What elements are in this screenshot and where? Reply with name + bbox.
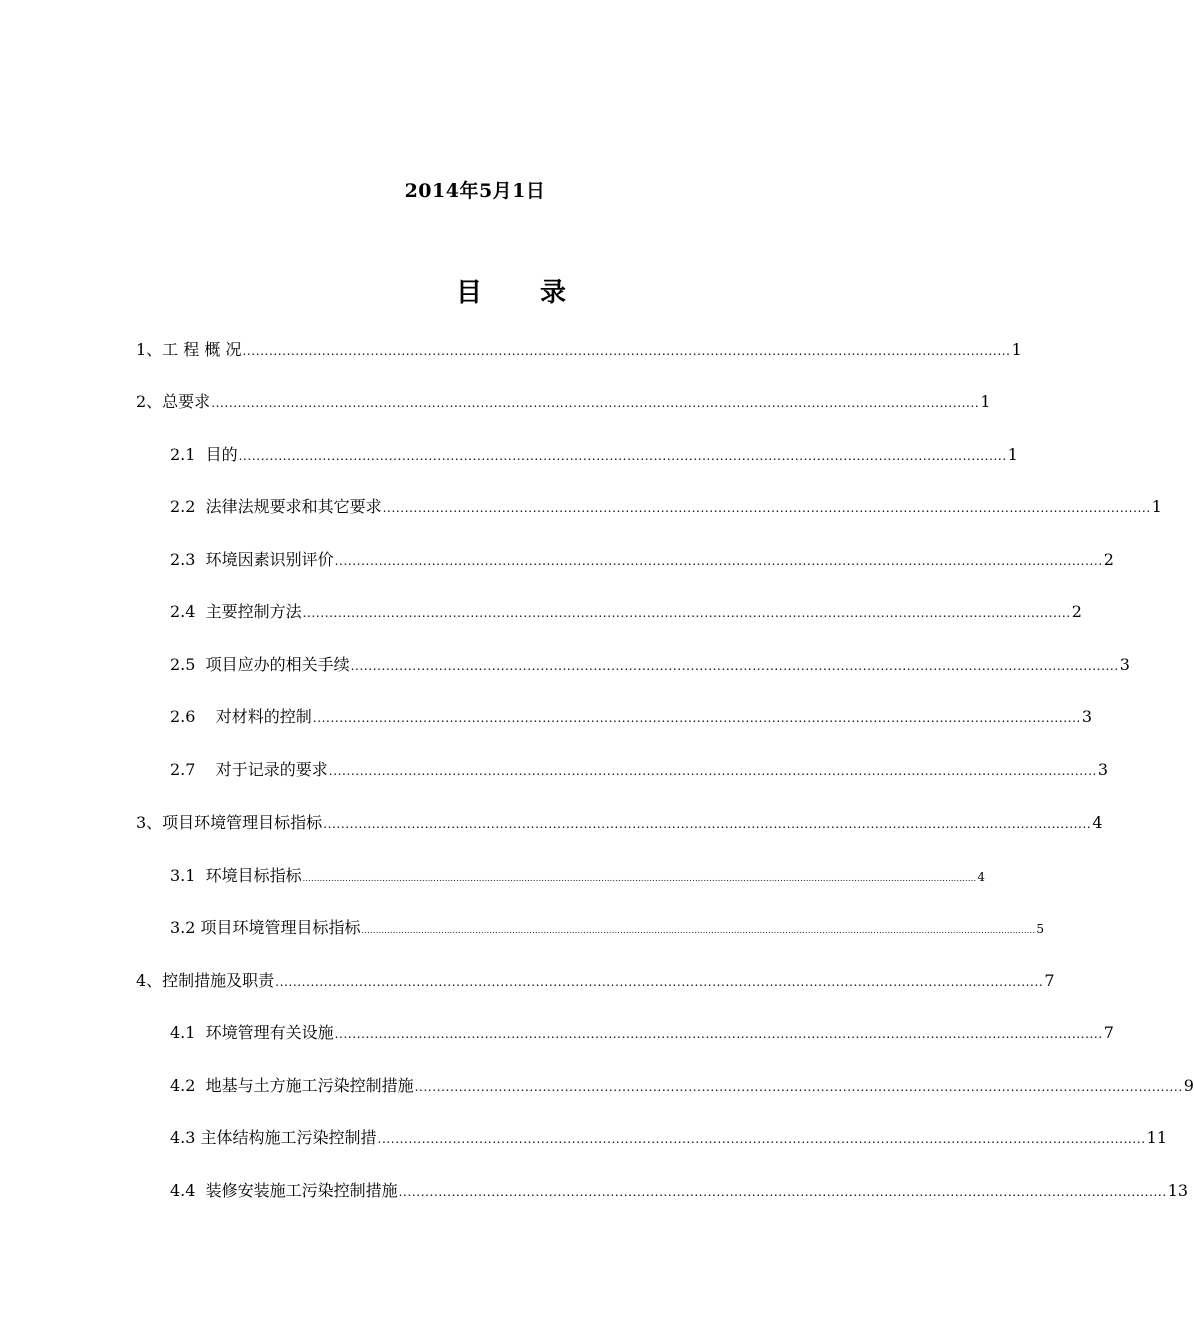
toc-entry[interactable] xyxy=(170,862,986,890)
toc-entry[interactable] xyxy=(136,967,1055,995)
toc-entry-page: 1 xyxy=(1011,340,1022,359)
toc-entry[interactable] xyxy=(136,388,991,416)
toc-entry-label: 2.4 主要控制方法 xyxy=(170,602,302,621)
toc-entry-page: 9 xyxy=(1183,1076,1194,1095)
toc-entry-page: 4 xyxy=(977,870,986,884)
toc-heading xyxy=(0,272,1022,309)
toc-entry-label: 1、工 程 概 况 xyxy=(136,340,242,359)
toc-entry-page: 1 xyxy=(980,392,991,411)
dot-leader: .............................................................................................................................................................................. xyxy=(377,1132,1146,1146)
toc-entry-page: 2 xyxy=(1071,602,1082,621)
toc-entry[interactable] xyxy=(170,546,1114,574)
toc-entry[interactable] xyxy=(170,703,1093,731)
toc-entry-label: 4.3 主体结构施工污染控制措 xyxy=(170,1128,377,1147)
dot-leader: .............................................................................................................................................................................. xyxy=(302,606,1071,620)
dot-leader: .............................................................................................................................................................................. xyxy=(350,659,1119,673)
toc-entry-label: 3、项目环境管理目标指标 xyxy=(136,813,323,832)
toc-entry[interactable] xyxy=(170,441,1018,469)
toc-entry[interactable] xyxy=(170,1072,1194,1100)
dot-leader: .............................................................................................................................................................................. xyxy=(238,449,1007,463)
toc-entry-label: 3.2 项目环境管理目标指标 xyxy=(170,918,361,937)
dot-leader: .............................................................................................................................................................................. xyxy=(398,1185,1167,1199)
document-date: 2014年5月1日 xyxy=(404,180,546,202)
toc-entry-page: 3 xyxy=(1081,707,1093,726)
toc-entry-label: 2.6 对材料的控制 xyxy=(170,707,312,726)
toc-entry-label: 2.2 法律法规要求和其它要求 xyxy=(170,497,382,516)
toc-entry-label: 4、控制措施及职责 xyxy=(136,971,275,990)
toc-entry-label: 4.2 地基与土方施工污染控制措施 xyxy=(170,1076,414,1095)
toc-entry-label: 2.3 环境因素识别评价 xyxy=(170,550,334,569)
dot-leader: .............................................................................................................................................................................. xyxy=(334,1027,1103,1041)
toc-entry-page: 4 xyxy=(1092,813,1103,832)
dot-leader: .............................................................................................................................................................................. xyxy=(328,764,1097,778)
toc-entry[interactable] xyxy=(170,1177,1189,1205)
dot-leader: .............................................................................................................................................................................. xyxy=(275,975,1044,989)
toc-entry[interactable] xyxy=(170,914,1044,942)
toc-entry-label: 2、总要求 xyxy=(136,392,211,411)
toc-entry-page: 3 xyxy=(1097,760,1109,779)
toc-entry-page: 11 xyxy=(1146,1128,1168,1147)
toc-entry-page: 1 xyxy=(1151,497,1162,516)
toc-entry-page: 13 xyxy=(1167,1181,1189,1200)
toc-entry-label: 2.7 对于记录的要求 xyxy=(170,760,328,779)
toc-entry-label: 4.1 环境管理有关设施 xyxy=(170,1023,334,1042)
toc-entry[interactable] xyxy=(170,598,1082,626)
dot-leader: .............................................................................................................................................................................. xyxy=(312,711,1081,725)
toc-entry-label: 2.5 项目应办的相关手续 xyxy=(170,655,350,674)
toc-entry-page: 7 xyxy=(1044,971,1055,990)
toc-entry[interactable] xyxy=(136,336,1022,364)
toc-entry-label: 3.1 环境目标指标 xyxy=(170,866,302,885)
toc-entry-label: 2.1 目的 xyxy=(170,445,238,464)
toc-heading-char-2: 录 xyxy=(540,278,567,308)
toc-entry[interactable] xyxy=(170,493,1162,521)
toc-entry[interactable] xyxy=(136,809,1103,837)
dot-leader: .............................................................................................................................................................................. xyxy=(242,344,1011,358)
toc-entry[interactable] xyxy=(170,1124,1168,1152)
dot-leader: .............................................................................................................................................................................. xyxy=(211,396,980,410)
toc-entry[interactable] xyxy=(170,1019,1114,1047)
dot-leader: .............................................................................................................................................................................. xyxy=(414,1080,1183,1094)
toc-heading-char-1: 目 xyxy=(455,278,482,308)
dot-leader: ............................................................................................................................................................................................................................................. xyxy=(302,874,977,883)
dot-leader: ............................................................................................................................................................................................................................................. xyxy=(361,926,1036,935)
toc-entry-page: 2 xyxy=(1103,550,1114,569)
dot-leader: .............................................................................................................................................................................. xyxy=(323,817,1092,831)
toc-entry-page: 1 xyxy=(1007,445,1018,464)
dot-leader: .............................................................................................................................................................................. xyxy=(382,501,1151,515)
toc-entry-label: 4.4 装修安装施工污染控制措施 xyxy=(170,1181,398,1200)
toc-entry-page: 7 xyxy=(1103,1023,1114,1042)
dot-leader: .............................................................................................................................................................................. xyxy=(334,554,1103,568)
toc-entry[interactable] xyxy=(170,651,1130,679)
toc-entry-page: 3 xyxy=(1119,655,1130,674)
toc-entry-page: 5 xyxy=(1036,922,1044,936)
toc-entry[interactable] xyxy=(170,756,1109,784)
